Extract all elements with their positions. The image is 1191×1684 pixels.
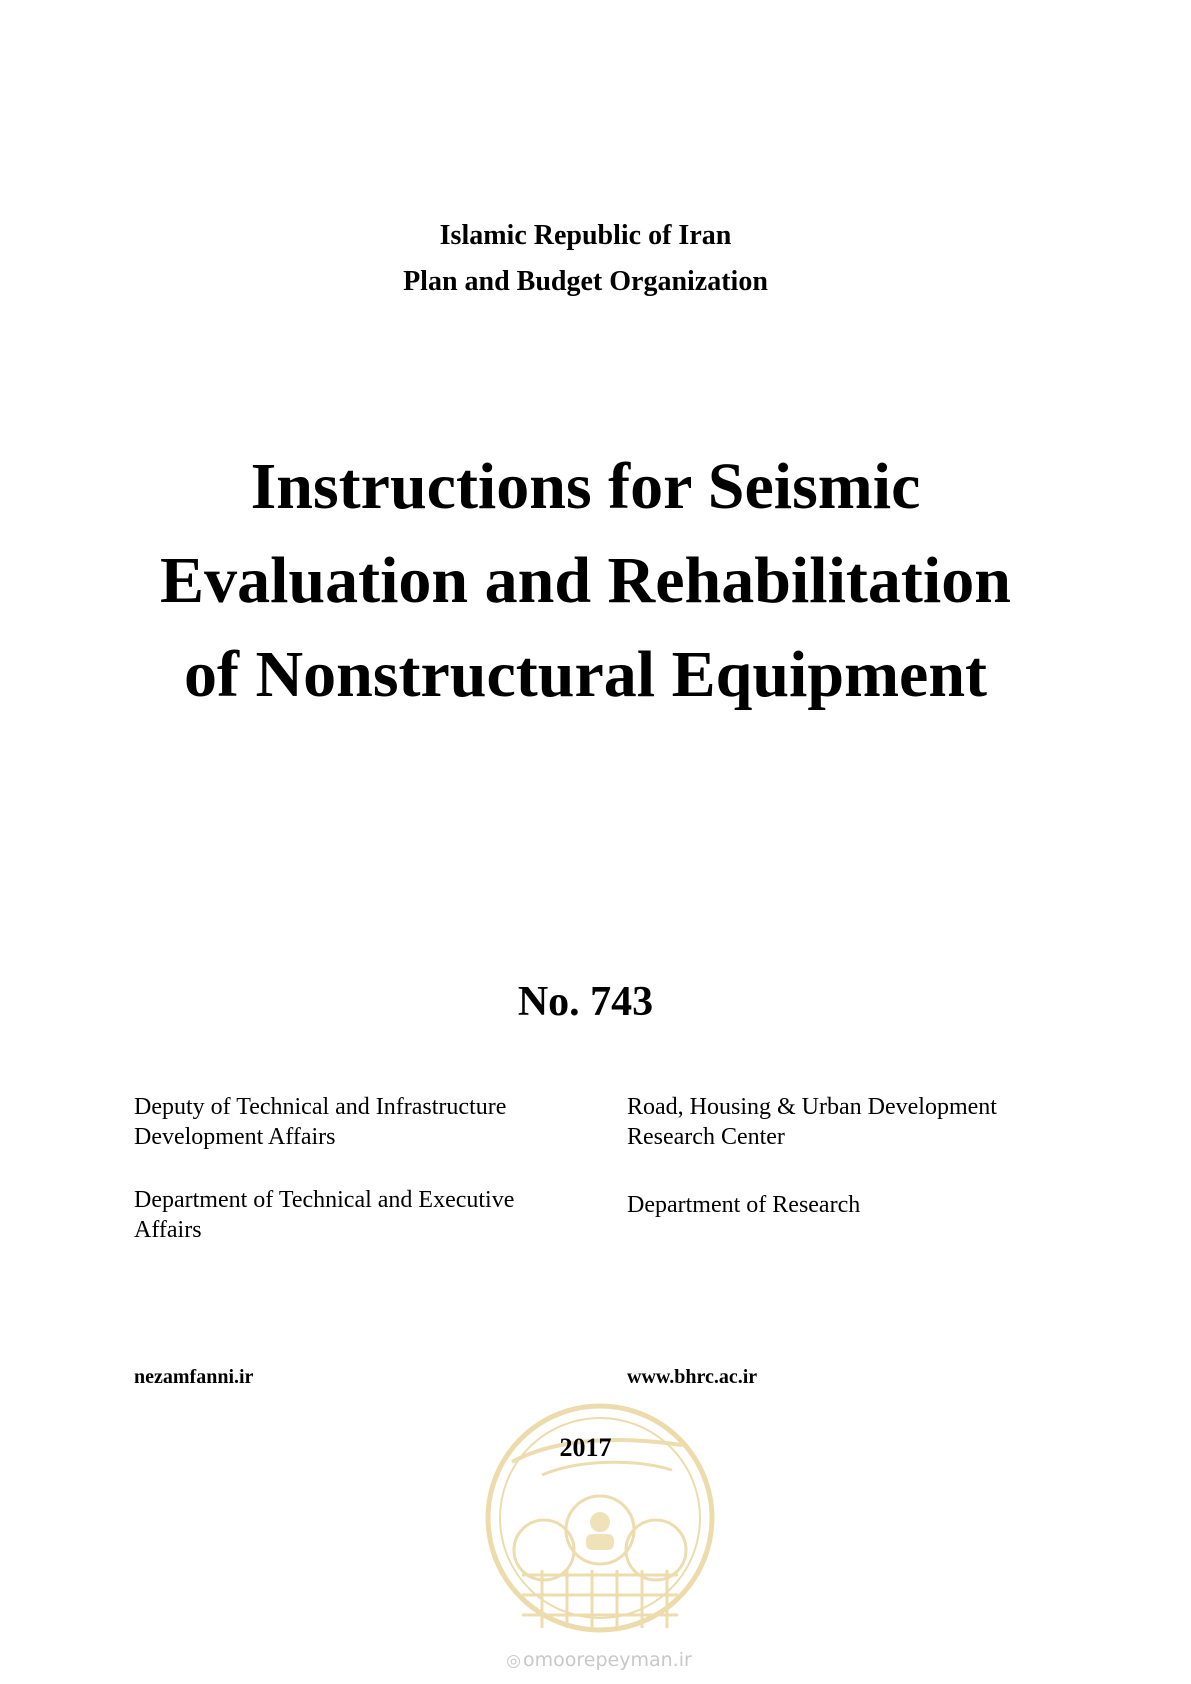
globe-icon: ◎ [506,1651,522,1671]
right-entity-1-line-1: Road, Housing & Urban Development [627,1094,997,1120]
publication-year: 2017 [559,1433,612,1462]
title-line-2: Evaluation and Rehabilitation [160,544,1011,617]
right-website: www.bhrc.ac.ir [627,1366,758,1388]
left-entity-2-line-1: Department of Technical and Executive [134,1187,515,1213]
country-line: Islamic Republic of Iran [439,220,732,251]
right-entity-1-line-2: Research Center [627,1124,785,1150]
right-entity-2 [627,1190,1097,1220]
left-entity-2-line-2: Affairs [134,1217,202,1243]
title-line-3: of Nonstructural Equipment [183,638,988,711]
left-entity-1-line-1: Deputy of Technical and Infrastructure [134,1094,507,1120]
document-title [0,440,1171,722]
right-entity-1 [627,1092,1097,1152]
left-entity-1-line-2: Development Affairs [134,1124,336,1150]
watermark-caption-text: omoorepeyman.ir [523,1649,692,1671]
document-number: No. 743 [517,979,654,1025]
left-website: nezamfanni.ir [134,1366,254,1388]
issuing-organization [0,213,1171,305]
title-line-1: Instructions for Seismic [250,450,921,523]
left-entity-1 [134,1092,604,1152]
organization-line: Plan and Budget Organization [403,266,768,297]
watermark-caption [494,1649,704,1671]
left-entity-2 [134,1185,604,1245]
right-entity-2-line-1: Department of Research [627,1192,861,1218]
